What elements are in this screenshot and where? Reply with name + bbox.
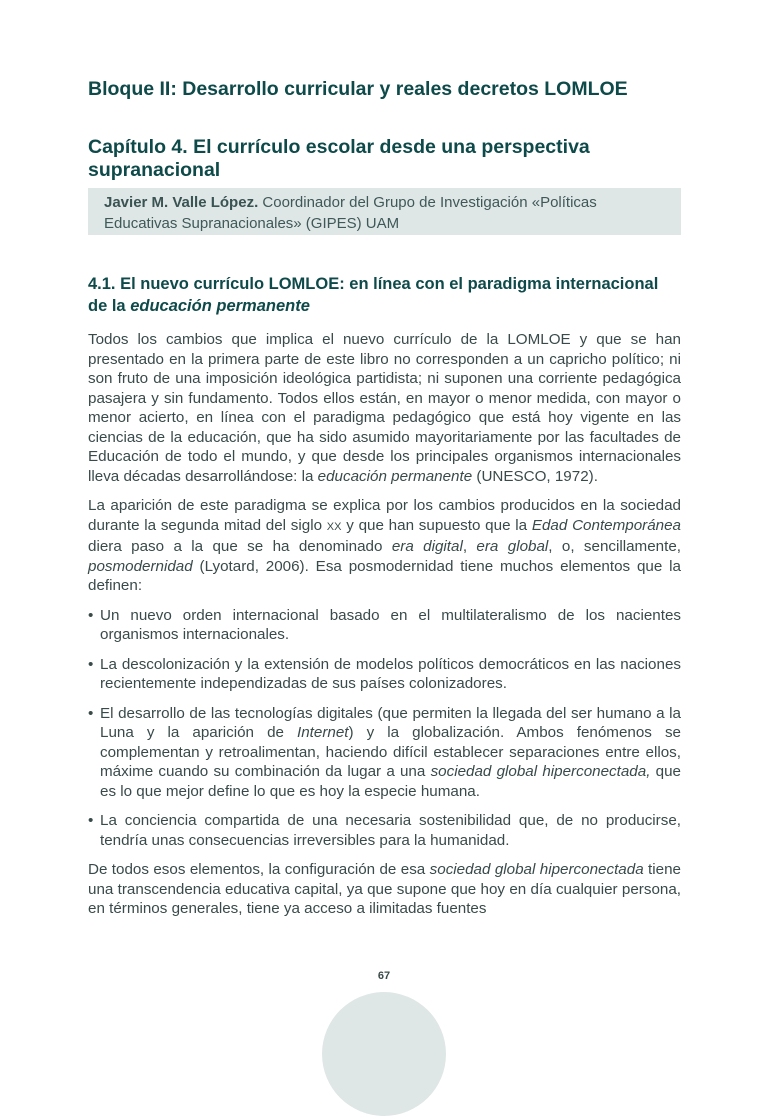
bullet-icon: • (88, 606, 94, 624)
bullet-icon: • (88, 704, 94, 722)
section-title (88, 273, 678, 317)
section-title-text: 4.1. El nuevo currículo LOMLOE: en línea con el paradigma internacional de la (88, 275, 659, 315)
decorative-circle (322, 992, 446, 1116)
list-item: • Un nuevo orden internacional basado en el multilateralismo de los nacientes organismos internacionales. (88, 606, 681, 643)
list-item: • El desarrollo de las tecnologías digitales (que permiten la llegada del ser humano a la Luna y la aparición de Internet) y la globalización. Ambos fenómenos se complementan y retroalimentan, haciendo difícil establecer separaciones entre ellos, máxime cuando su combinación da lugar a una sociedad global hiperconectada, que es lo que mejor define lo que es hoy la especie humana. (88, 704, 681, 800)
section-title-italic: educación permanente (130, 297, 310, 315)
bullet-list (88, 606, 681, 851)
paragraph-2: La aparición de este paradigma se explica por los cambios producidos en la sociedad durante la segunda mitad del siglo XX y que han supuesto que la Edad Contemporánea diera paso a la que se ha denominado era digital, era global, o, sencillamente, posmodernidad (Lyotard, 2006). Esa posmodernidad tiene muchos elementos que la definen: (88, 497, 682, 594)
bullet-icon: • (88, 812, 94, 829)
list-item: • La descolonización y la extensión de modelos políticos democráticos en las naciones recientemente independizadas de sus países colonizadores. (88, 655, 681, 692)
block-title: Bloque II: Desarrollo curricular y reales decretos LOMLOE (88, 78, 628, 100)
paragraph-3: De todos esos elementos, la configuración de esa sociedad global hiperconectada tiene una transcendencia educativa capital, ya que supone que hoy en día cualquier persona, en términos generales, tiene ya acceso a ilimitadas fuentes (88, 861, 681, 917)
body-text (88, 330, 681, 929)
list-item: • La conciencia compartida de una necesaria sostenibilidad que, de no producirse, tendría unas consecuencias irreversibles para la humanidad. (88, 812, 681, 849)
chapter-title: Capítulo 4. El currículo escolar desde una perspectiva supranacional (88, 136, 590, 181)
paragraph-1: Todos los cambios que implica el nuevo currículo de la LOMLOE y que se han presentado en la primera parte de este libro no corresponden a un capricho político; ni son fruto de una imposición ideológica partidista; ni suponen una corriente pedagógica pasajera y sin fundamento. Todos ellos están, en mayor o menor medida, con mayor o menor acierto, en línea con el paradigma pedagógico que está hoy vigente en las ciencias de la educación, que ha sido asumido mayoritariamente por las facultades de Educación de todo el mundo, y que desde los principales organismos internacionales lleva décadas desarrollándose: la educación permanente (UNESCO, 1972). (88, 331, 681, 485)
bullet-icon: • (88, 655, 94, 673)
page-number: 67 (377, 970, 391, 982)
author-name: Javier M. Valle López. (104, 194, 259, 211)
author-box (88, 188, 681, 235)
author-affiliation: Coordinador del Grupo de Investigación «Políticas Educativas Supranacionales» (GIPES) UAM (104, 194, 597, 232)
